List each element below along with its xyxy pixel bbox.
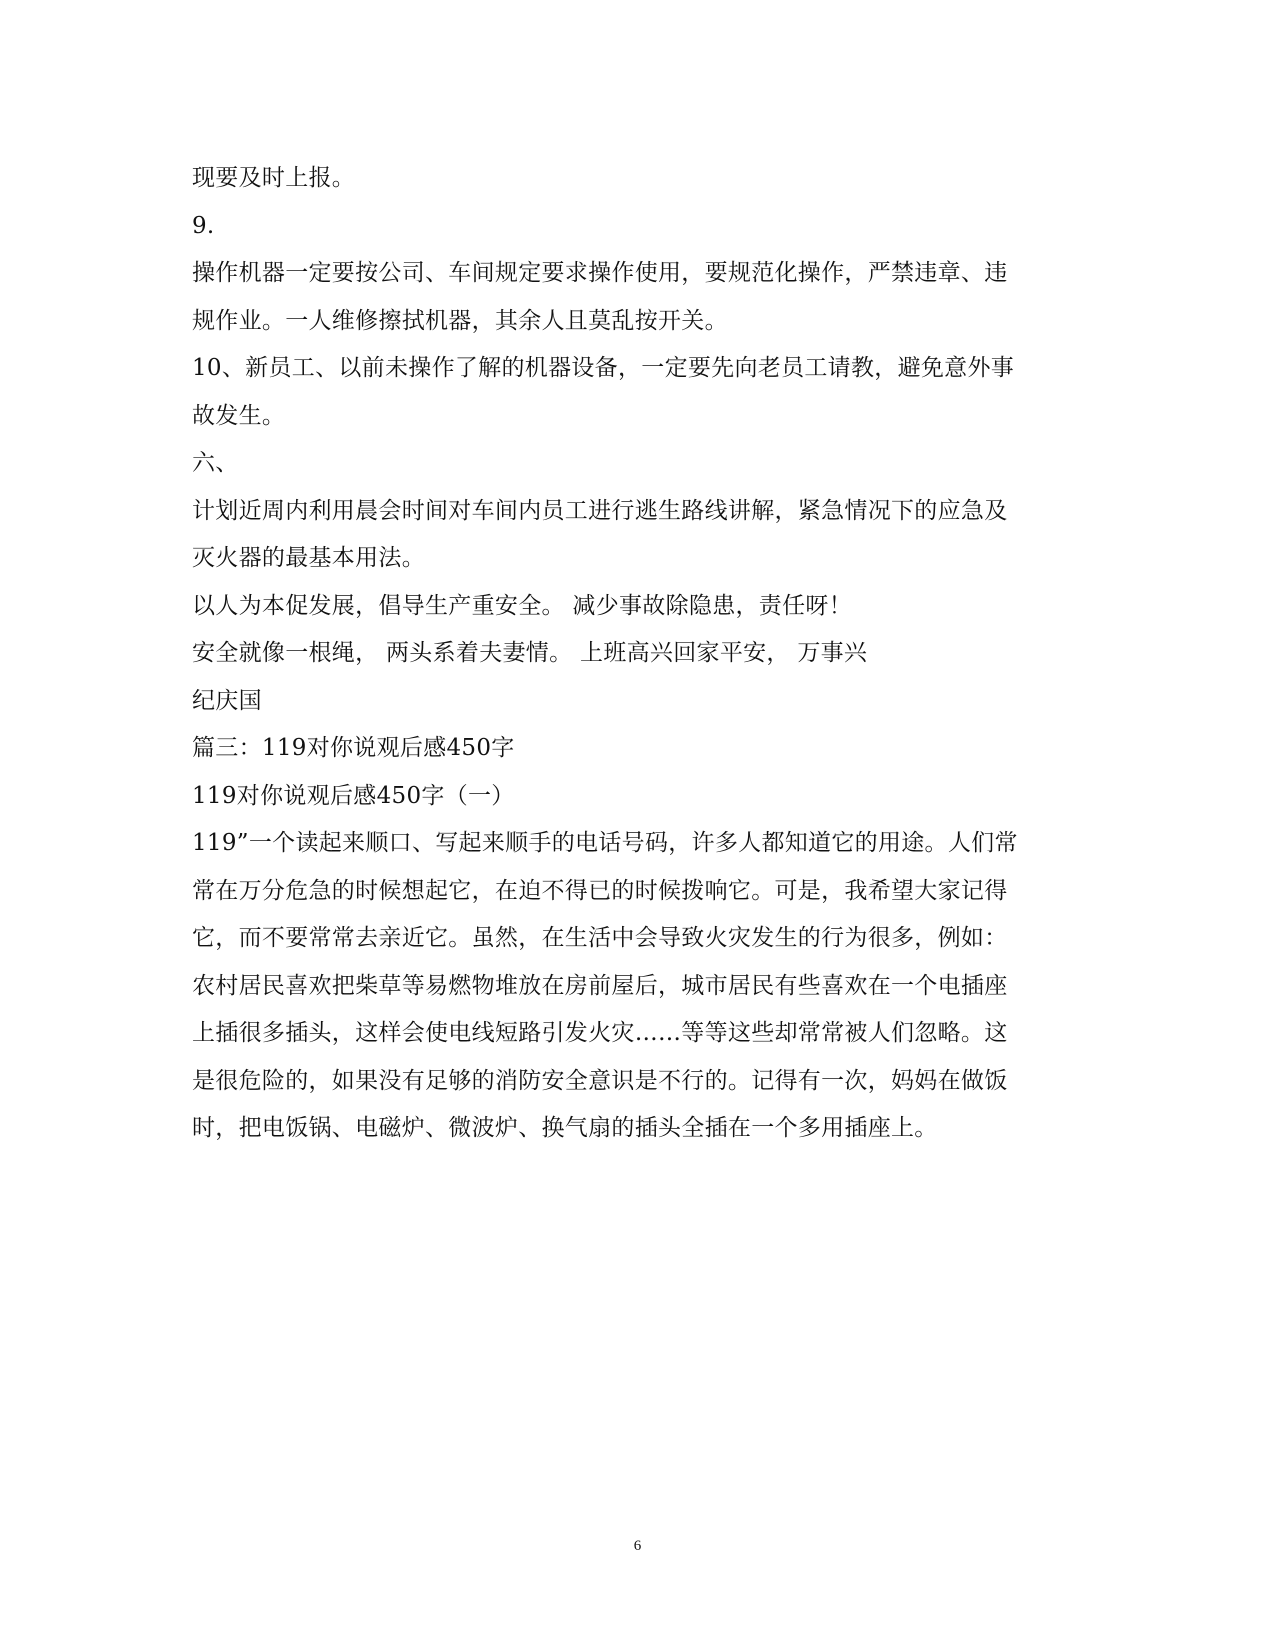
text-line: 灭火器的最基本用法。 — [192, 545, 425, 571]
text-line: 规作业。一人维修擦拭机器，其余人且莫乱按开关。 — [192, 307, 728, 334]
text-line: 它，而不要常常去亲近它。虽然，在生活中会导致火灾发生的行为很多，例如： — [192, 925, 1008, 951]
text-line: 故发生。 — [192, 402, 286, 429]
slogan-line: 以人为本促发展，倡导生产重安全。 减少事故除隐患，责任呀！ — [192, 592, 853, 619]
text-line: 常在万分危急的时候想起它，在迫不得已的时候拨响它。可是，我希望大家记得 — [192, 877, 1008, 904]
text-line: 农村居民喜欢把柴草等易燃物堆放在房前屋后，城市居民有些喜欢在一个电插座 — [192, 972, 1008, 999]
page-body — [192, 155, 1072, 1153]
text-line: 是很危险的，如果没有足够的消防安全意识是不行的。记得有一次，妈妈在做饭 — [192, 1067, 1008, 1094]
chapter-title: 篇三：119对你说观后感450字 — [192, 735, 515, 761]
text-line: 10、新员工、以前未操作了解的机器设备，一定要先向老员工请教，避免意外事 — [192, 355, 1015, 381]
subsection-title: 119对你说观后感450字（一） — [192, 782, 515, 809]
text-line: 上插很多插头，这样会使电线短路引发火灾……等等这些却常常被人们忽略。这 — [192, 1020, 1008, 1046]
text-line: 119”一个读起来顺口、写起来顺手的电话号码，许多人都知道它的用途。人们常 — [192, 830, 1018, 856]
text-line: 时，把电饭锅、电磁炉、微波炉、换气扇的插头全插在一个多用插座上。 — [192, 1115, 938, 1141]
page-number: 6 — [633, 1538, 642, 1554]
text-line: 现要及时上报。 — [192, 165, 356, 191]
author-name: 纪庆国 — [192, 687, 262, 714]
text-line: 计划近周内利用晨会时间对车间内员工进行逃生路线讲解，紧急情况下的应急及 — [192, 497, 1008, 524]
text-line: 操作机器一定要按公司、车间规定要求操作使用，要规范化操作，严禁违章、违 — [192, 260, 1008, 286]
text-line: 9. — [192, 212, 215, 239]
slogan-line: 安全就像一根绳， 两头系着夫妻情。 上班高兴回家平安， 万事兴 — [192, 640, 868, 666]
section-heading: 六、 — [192, 450, 239, 476]
